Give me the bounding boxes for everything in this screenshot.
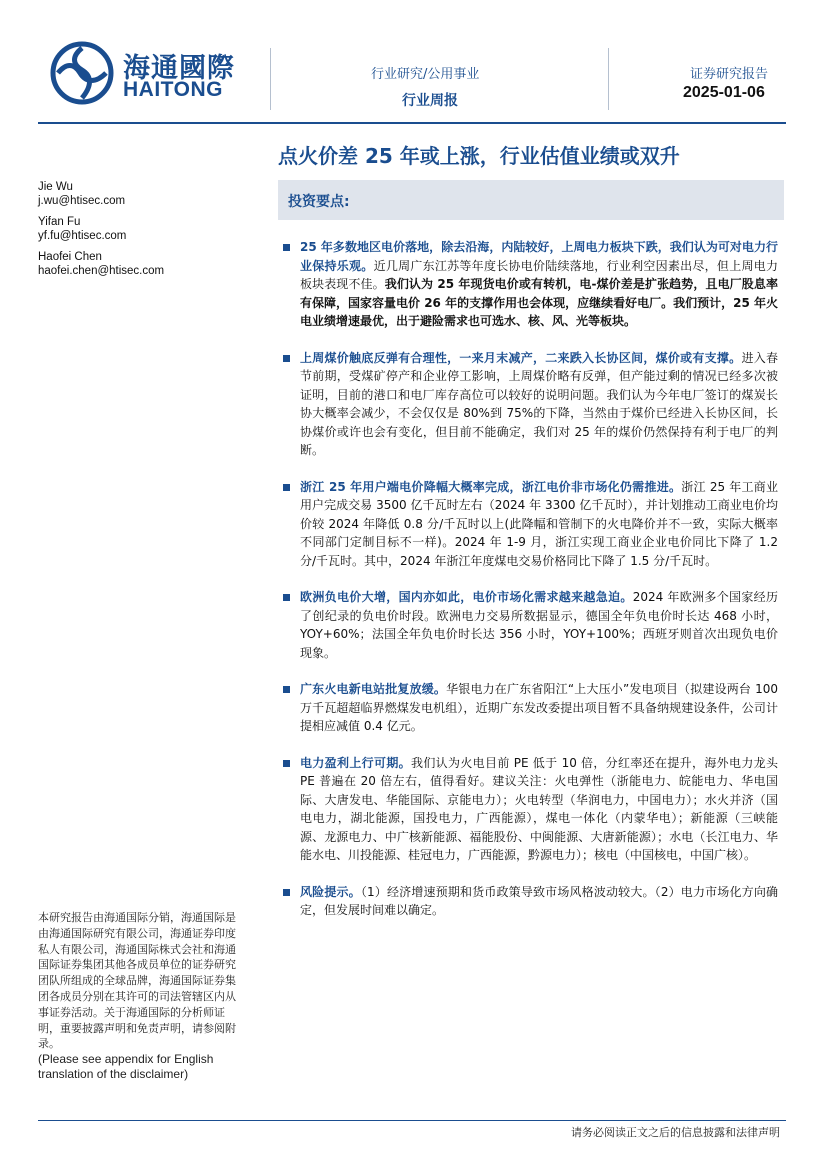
author-email[interactable]: j.wu@htisec.com	[38, 195, 126, 207]
highlight-lead: 广东火电新电站批复放缓。	[300, 682, 447, 696]
bullet-square-icon	[283, 889, 290, 896]
report-category: 行业研究/公用事业	[371, 67, 480, 82]
highlight-item	[283, 478, 778, 571]
highlight-lead: 欧洲负电价大增，国内亦如此，电价市场化需求越来越急迫。	[300, 590, 633, 604]
risk-warning-lead: 风险提示。	[300, 884, 361, 899]
report-title: 点火价差 25 年或上涨，行业估值业绩或双升	[278, 144, 680, 168]
document-type: 证券研究报告	[690, 67, 769, 82]
disclaimer-chinese: 本研究报告由海通国际分销，海通国际是由海通国际研究有限公司，海通证券印度私人有限公司，海通国际株式会社和海通国际证券集团其他各成员单位的证券研究团队所组成的全球品牌，海通国际证券集团各成员分别在其许可的司法管辖区内从事证券活动。关于海通国际的分析师证明，重要披露声明和免责声明，请参阅附录。	[38, 911, 236, 1051]
highlight-body: 我们认为火电目前 PE 低于 10 倍，分红率还在提升，海外电力龙头 PE 普遍在 20 倍左右，值得看好。建议关注：火电弹性（浙能电力、皖能电力、华电国际、大唐发电、华能国际、京能电力）；火电转型（华润电力，中国电力）；水火并济（国电电力，湖北能源，国投电力，广西能源），煤电一体化（内蒙华电）；新能源（三峡能源、龙源电力、中广核新能源、福能股份、中闽能源、大唐新能源）；水电（长江电力、华能水电、川投能源、桂冠电力，广西能源，黔源电力）；核电（中国核电，中国广核）。	[300, 755, 778, 862]
author-item	[38, 250, 218, 278]
highlight-lead: 上周煤价触底反弹有合理性，一来月末减产，二来跌入长协区间，煤价或有支撑。	[300, 350, 742, 365]
risk-warning-item	[283, 883, 778, 920]
highlight-body: 华银电力在广东省阳江“上大压小”发电项目（拟建设两台 100 万千瓦超超临界燃煤发电机组），近期广东发改委提出项目暂不具备纳规建设条件，公司计提相应减值 0.4 亿元。	[300, 682, 778, 733]
haitong-logo	[50, 40, 250, 110]
footer-notice: 请务必阅读正文之后的信息披露和法律声明	[571, 1126, 780, 1139]
logo-chinese-text: 海通國際	[123, 53, 235, 84]
bullet-square-icon	[283, 355, 290, 362]
section-title: 投资要点:	[288, 194, 350, 210]
header-rule	[38, 122, 786, 124]
highlight-lead: 25 年多数地区电价落地，除去沿海，内陆较好，上周电力板块下跌，我们认为可对电力行业保持乐观。	[300, 240, 778, 273]
highlight-lead: 浙江 25 年用户端电价降幅大概率完成，浙江电价非市场化仍需推进。	[300, 479, 682, 494]
author-list	[38, 180, 218, 285]
author-email[interactable]: haofei.chen@htisec.com	[38, 265, 165, 277]
author-name: Yifan Fu	[38, 216, 81, 228]
bullet-square-icon	[283, 686, 290, 693]
report-date: 2025-01-06	[683, 84, 765, 101]
investment-highlights-list	[283, 238, 778, 934]
highlight-lead: 电力盈利上行可期。	[300, 755, 411, 770]
report-type: 行业周报	[402, 93, 458, 109]
highlight-item	[283, 238, 778, 331]
highlight-item	[283, 588, 778, 662]
header-divider-right	[608, 48, 609, 110]
bullet-square-icon	[283, 760, 290, 767]
sidebar-disclaimer	[38, 910, 236, 1082]
header-divider-left	[270, 48, 271, 110]
risk-warning-body: （1）经济增速预期和货币政策导致市场风格波动较大。（2）电力市场化方向确定，但发展时间难以确定。	[300, 884, 778, 917]
author-email[interactable]: yf.fu@htisec.com	[38, 230, 127, 242]
highlight-item	[283, 349, 778, 460]
bullet-square-icon	[283, 594, 290, 601]
highlight-body: 浙江 25 年工商业用户完成交易 3500 亿千瓦时左右（2024 年 3300 亿千瓦时），并计划推动工商业电价均价较 2024 年降低 0.8 分/千瓦时以上(此降幅和管制下的火电降价并不一致，实际大概率不同部门定制目标不一样)。2024 年 1-9 月，浙江实现工商业企业电价同比下降了 1.2 分/千瓦时。其中，2024 年浙江年度煤电交易价格同比下降了 1.5 分/千瓦时。	[300, 479, 778, 568]
haitong-emblem-icon	[50, 40, 114, 106]
author-name: Jie Wu	[38, 181, 73, 193]
highlight-body: 进入春节前期，受煤矿停产和企业停工影响，上周煤价略有反弹，但产能过剩的情况已经多次被证明，目前的港口和电厂库存高位可以较好的说明问题。我们认为今年电厂签订的煤炭长协大概率会减少，不会仅仅是 80%到 75%的下降，当然由于煤价已经进入长协区间，长协煤价或许也会有变化，但目前不能确定，我们对 25 年的煤价仍然保持有利于电厂的判断。	[300, 350, 778, 457]
highlight-item	[283, 680, 778, 736]
investment-highlights-header	[278, 180, 784, 220]
highlight-item	[283, 754, 778, 865]
logo-english-text: HAITONG	[123, 78, 223, 101]
author-item	[38, 215, 218, 243]
author-name: Haofei Chen	[38, 251, 102, 263]
author-item	[38, 180, 218, 208]
disclaimer-english-note: (Please see appendix for English translation of the disclaimer)	[38, 1052, 214, 1082]
bullet-square-icon	[283, 244, 290, 251]
highlight-emphasis: 我们认为 25 年现货电价或有转机，电-煤价差是扩张趋势，且电厂股息率有保障，国家容量电价 26 年的支撑作用也会体现，应继续看好电厂。我们预计，25 年火电业绩增速最优，出于避险需求也可选水、核、风、光等板块。	[300, 277, 778, 328]
highlight-body: 2024 年欧洲多个国家经历了创纪录的负电价时段。欧洲电力交易所数据显示，德国全年负电价时长达 468 小时，YOY+60%；法国全年负电价时长达 356 小时，YOY+100%；西班牙则首次出现负电价现象。	[300, 590, 778, 660]
highlight-body: 近几周广东江苏等年度长协电价陆续落地，行业利空因素出尽，但上周电力板块表现不佳。	[300, 258, 778, 291]
bullet-square-icon	[283, 484, 290, 491]
footer-rule	[38, 1120, 786, 1121]
